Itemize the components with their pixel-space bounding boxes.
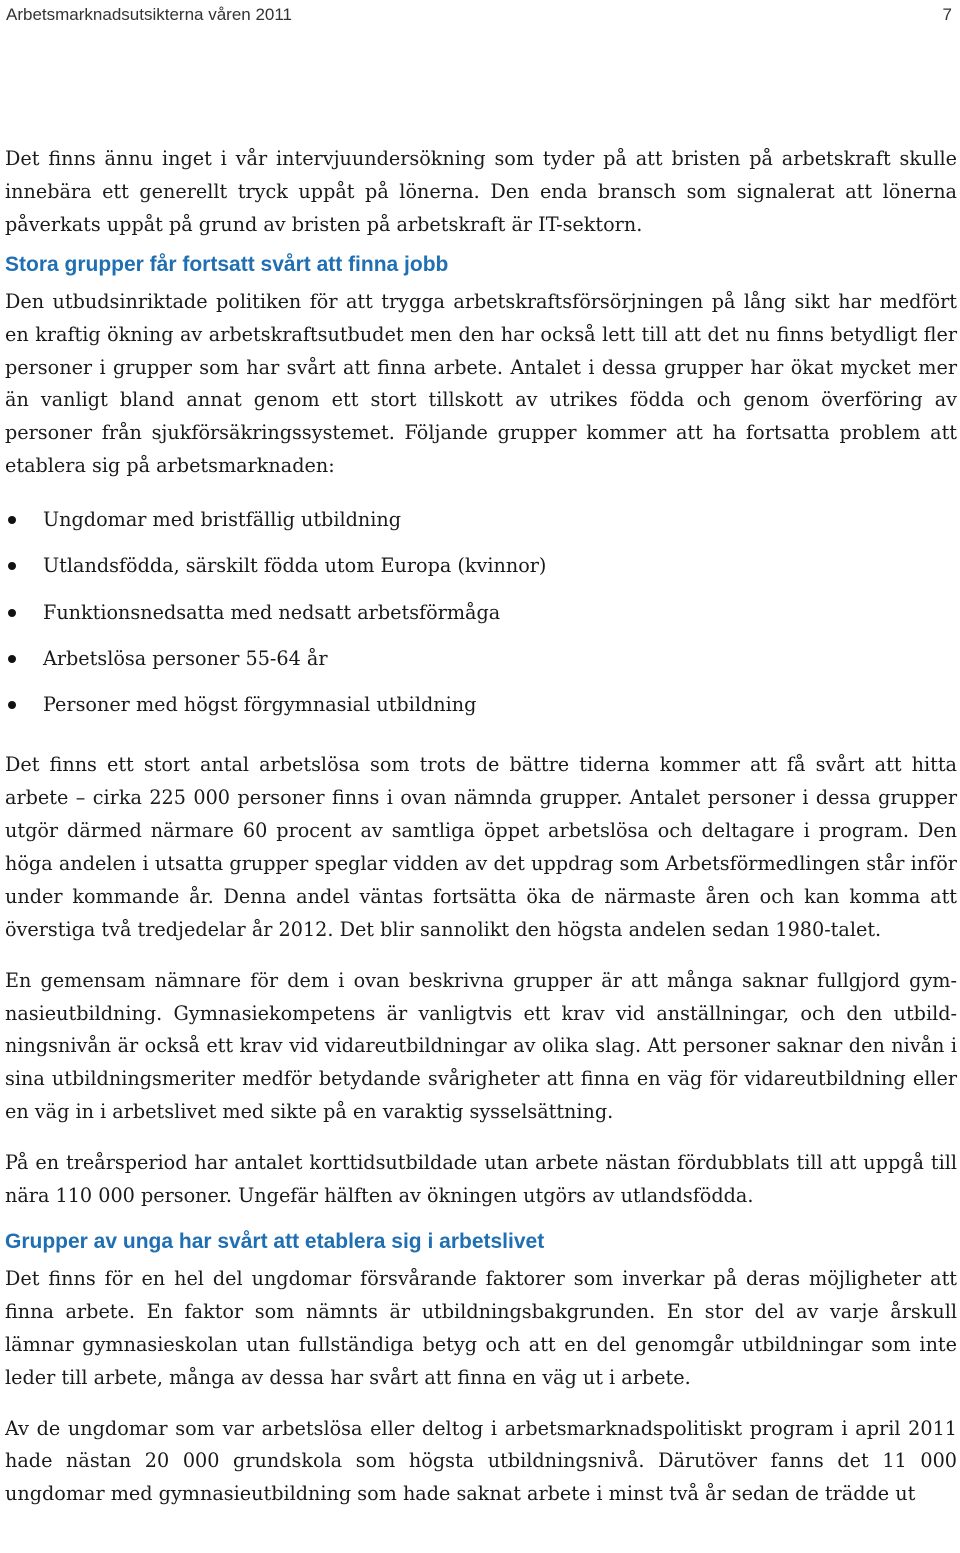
section2-paragraph-1: Det finns för en hel del ungdomar försvårande faktorer som inverkar på deras möjligheter att finna arbete. En faktor som nämnts är utbildningsbakgrunden. En stor del av varje årskull lämnar gymnasieskolan utan fullständiga betyg och att en del genomgår utbildningar som inte leder till arbete, många av dessa har svårt att finna en väg ut i arbete. [5,1266,957,1389]
section1-paragraph-3: En gemensam nämnare för dem i ovan beskrivna grupper är att många saknar fullgjord gymnasieutbildning. Gymnasiekompetens är vanligtvis ett krav vid anställningar, och den utbildningsnivån är också ett krav vid vidareutbildningar av olika slag. Att personer saknar den nivån i sina utbildningsmeriter medför betydande svårigheter att finna en väg för vidareutbildning eller en väg in i arbetslivet med sikte på en varaktig sysselsättning. [5,968,957,1124]
bullet-dot-icon [8,701,16,709]
section-heading-stora-grupper: Stora grupper får fortsatt svårt att finna jobb [5,252,449,276]
page-header [6,2,952,28]
intro-paragraph: Det finns ännu inget i vår intervjuundersökning som tyder på att bristen på arbetskraft skulle innebära ett generellt tryck uppåt på lönerna. Den enda bransch som signalerat att lönerna påverkats uppåt på grund av bristen på arbetskraft är IT-sektorn. [5,147,957,236]
bullet-item [5,636,957,682]
bullet-dot-icon [8,516,16,524]
bullet-dot-icon [8,655,16,663]
section1-paragraph-4: På en treårsperiod har antalet korttidsutbildade utan arbete nästan fördubblats till att uppgå till nära 110 000 personer. Ungefär hälften av ökningen utgörs av utlandsfödda. [5,1151,957,1208]
bullet-text: Utlandsfödda, särskilt födda utom Europa (kvinnor) [43,554,547,578]
running-title: Arbetsmarknadsutsikterna våren 2011 [6,5,293,24]
bullet-text: Ungdomar med bristfällig utbildning [43,508,402,532]
group-bullet-list [5,497,957,728]
bullet-dot-icon [8,609,16,617]
bullet-item [5,682,957,728]
bullet-item [5,497,957,543]
bullet-text: Funktionsnedsatta med nedsatt arbetsförmåga [43,600,501,624]
bullet-item [5,590,957,636]
page-number: 7 [942,5,952,24]
section2-paragraph-2: Av de ungdomar som var arbetslösa eller deltog i arbetsmarknadspolitiskt program i april 2011 hade nästan 20 000 grundskola som högsta utbildningsnivå. Därutöver fanns det 11 000 ungdomar med gymnasieutbildning som hade saknat arbete i minst två år sedan de trädde ut [5,1416,957,1506]
document-body [5,143,957,1511]
bullet-text: Arbetslösa personer 55-64 år [43,646,328,670]
section1-paragraph-2: Det finns ett stort antal arbetslösa som trots de bättre tiderna kommer att få svårt att hitta arbete – cirka 225 000 personer finns i ovan nämnda grupper. Antalet personer i dessa grupper utgör därmed närmare 60 procent av samtliga öppet arbetslösa och deltagare i program. Den höga andelen i utsatta grupper speglar vidden av det uppdrag som Arbetsförmedlingen står inför under kommande år. Denna andel väntas fortsätta öka de närmaste åren och kan komma att överstiga två tredjedelar år 2012. Det blir sannolikt den högsta andelen sedan 1980-talet. [5,753,957,941]
section1-paragraph-1: Den utbudsinriktade politiken för att trygga arbetskraftsförsörjningen på lång sikt har medfört en kraftig ökning av arbetskraftsutbudet men den har också lett till att det nu finns betydligt fler personer i grupper som har svårt att finna arbete. Antalet i dessa grupper har ökat mycket mer än vanligt bland annat genom ett stort tillskott av utrikes födda och genom överföring av personer från sjukförsäkringssystemet. Följande grupper kommer att ha fortsatta problem att etablera sig på arbetsmarknaden: [5,289,957,478]
bullet-item [5,543,957,589]
bullet-text: Personer med högst förgymnasial utbildning [43,692,477,716]
bullet-dot-icon [8,562,16,570]
section-heading-grupper-av-unga: Grupper av unga har svårt att etablera sig i arbetslivet [5,1229,545,1253]
